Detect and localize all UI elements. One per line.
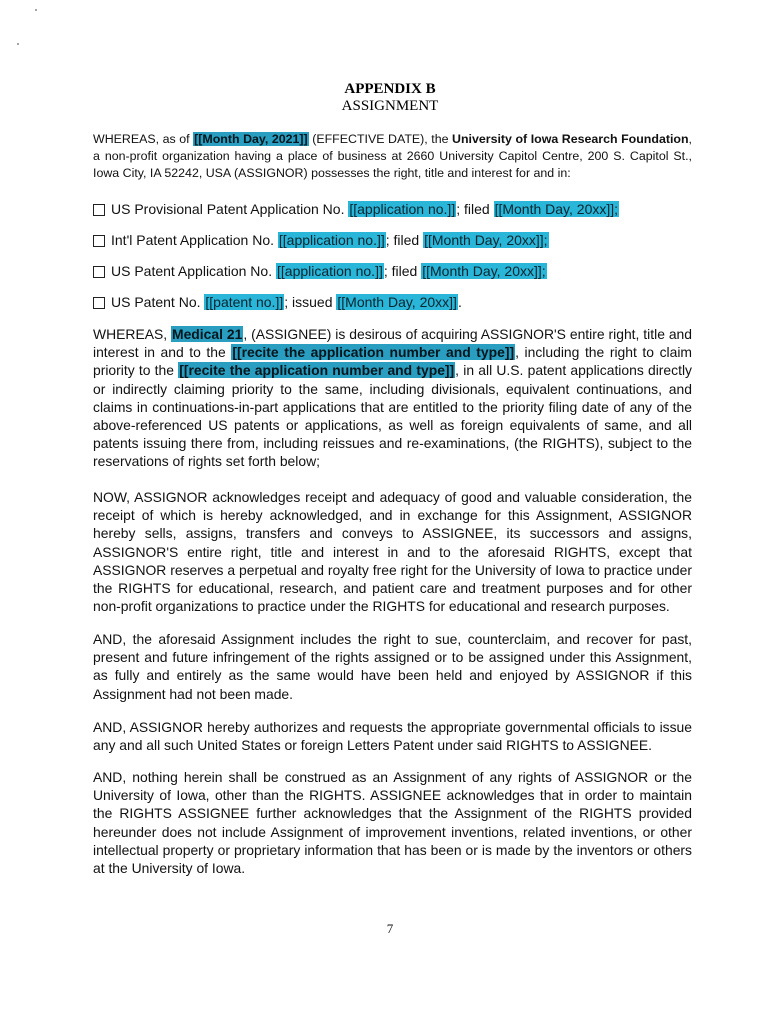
application-no-placeholder: [[application no.]] [278,232,385,248]
infringement-paragraph: AND, the aforesaid Assignment includes the right to sue, counterclaim, and recover for past, present and future infringement of the rights assigned or to be assigned under this Assignment, as fully and entirely as the same would have been held and enjoyed by ASSIGNOR if this Assignment had not been made. [93,631,692,702]
appendix-title: APPENDIX B [344,81,436,97]
date-placeholder: [[Month Day, 20xx]] [337,294,457,310]
whereas-assignee-paragraph: WHEREAS, Medical 21, (ASSIGNEE) is desirous of acquiring ASSIGNOR'S entire right, title and interest in and to the [[recite the application number and type]], including the right to claim priority to the [[recite the application number and type]], in all U.S. patent applications directly or indirectly claiming priority to the same, including divisionals, equivalent continuations, and claims in continuations-in-part applications that are entitled to the priority filing date of any of the above-referenced US patents or applications, as well as foreign equivalents of same, and all patents issuing there from, including reissues and re-examinations, (the RIGHTS), subject to the reservations of rights set forth below; [93,326,693,470]
priority-recital-placeholder: [[recite the application number and type]] [179,362,455,379]
intro-paragraph: WHEREAS, as of [[Month Day, 2021]] (EFFECTIVE DATE), the University of Iowa Research Foundation, a non-profit organization having a place of business at 2660 University Capitol Centre, 200 S. Capitol St., Iowa City, IA 52242, USA (ASSIGNOR) possesses the right, title and interest for and in: [93,132,692,180]
scan-speck [35,9,37,11]
date-placeholder: [[Month Day, 20xx]]; [422,263,546,279]
checkbox-provisional[interactable] [93,204,105,216]
application-no-placeholder: [[application no.]] [349,201,456,217]
checkbox-row-us-application: US Patent Application No. [[application no.]]; filed [[Month Day, 20xx]]; [93,262,547,280]
checkbox-row-provisional: US Provisional Patent Application No. [[application no.]]; filed [[Month Day, 20xx]]; [93,200,619,218]
patent-no-placeholder: [[patent no.]] [205,294,284,310]
checkbox-us-application[interactable] [93,266,105,278]
reservation-paragraph: AND, nothing herein shall be construed as an Assignment of any rights of ASSIGNOR or the University of Iowa, other than the RIGHTS. ASSIGNEE acknowledges that in order to maintain the RIGHTS ASSIGNEE further acknowledges that the Assignment of the RIGHTS provided hereunder does not include Assignment of improvement inventions, related inventions, or other intellectual property or proprietary information that has been or is made by the inventors or others at the University of Iowa. [93,769,692,877]
assignee-name-placeholder: Medical 21 [172,326,243,342]
authorization-paragraph: AND, ASSIGNOR hereby authorizes and requests the appropriate governmental officials to issue any and all such United States or foreign Letters Patent under said RIGHTS to ASSIGNEE. [93,719,692,754]
page-number: 7 [386,921,394,936]
checkbox-us-patent[interactable] [93,297,105,309]
application-recital-placeholder: [[recite the application number and type]] [232,344,515,361]
date-placeholder: [[Month Day, 20xx]]; [424,232,548,248]
checkbox-row-intl: Int'l Patent Application No. [[application no.]]; filed [[Month Day, 20xx]]; [93,231,549,249]
assignment-subtitle: ASSIGNMENT [341,98,439,114]
checkbox-row-us-patent: US Patent No. [[patent no.]]; issued [[Month Day, 20xx]]. [93,293,462,311]
date-placeholder: [[Month Day, 20xx]]; [494,201,619,217]
assignor-name: University of Iowa Research Foundation [452,132,689,146]
now-paragraph: NOW, ASSIGNOR acknowledges receipt and adequacy of good and valuable consideration, the receipt of which is hereby acknowledged, and in exchange for this Assignment, ASSIGNOR hereby sells, assigns, transfers and conveys to ASSIGNEE, its successors and assigns, ASSIGNOR'S entire right, title and interest in and to the aforesaid RIGHTS, except that ASSIGNOR reserves a perpetual and royalty free right for the University of Iowa to practice under the RIGHTS for educational, research, and patient care and treatment purposes and for other non-profit organizations to practice under the RIGHTS for educational and research purposes. [93,489,692,615]
checkbox-intl[interactable] [93,235,105,247]
scan-speck [17,43,19,45]
application-no-placeholder: [[application no.]] [277,263,383,279]
effective-date-placeholder: [[Month Day, 2021]] [194,132,308,146]
